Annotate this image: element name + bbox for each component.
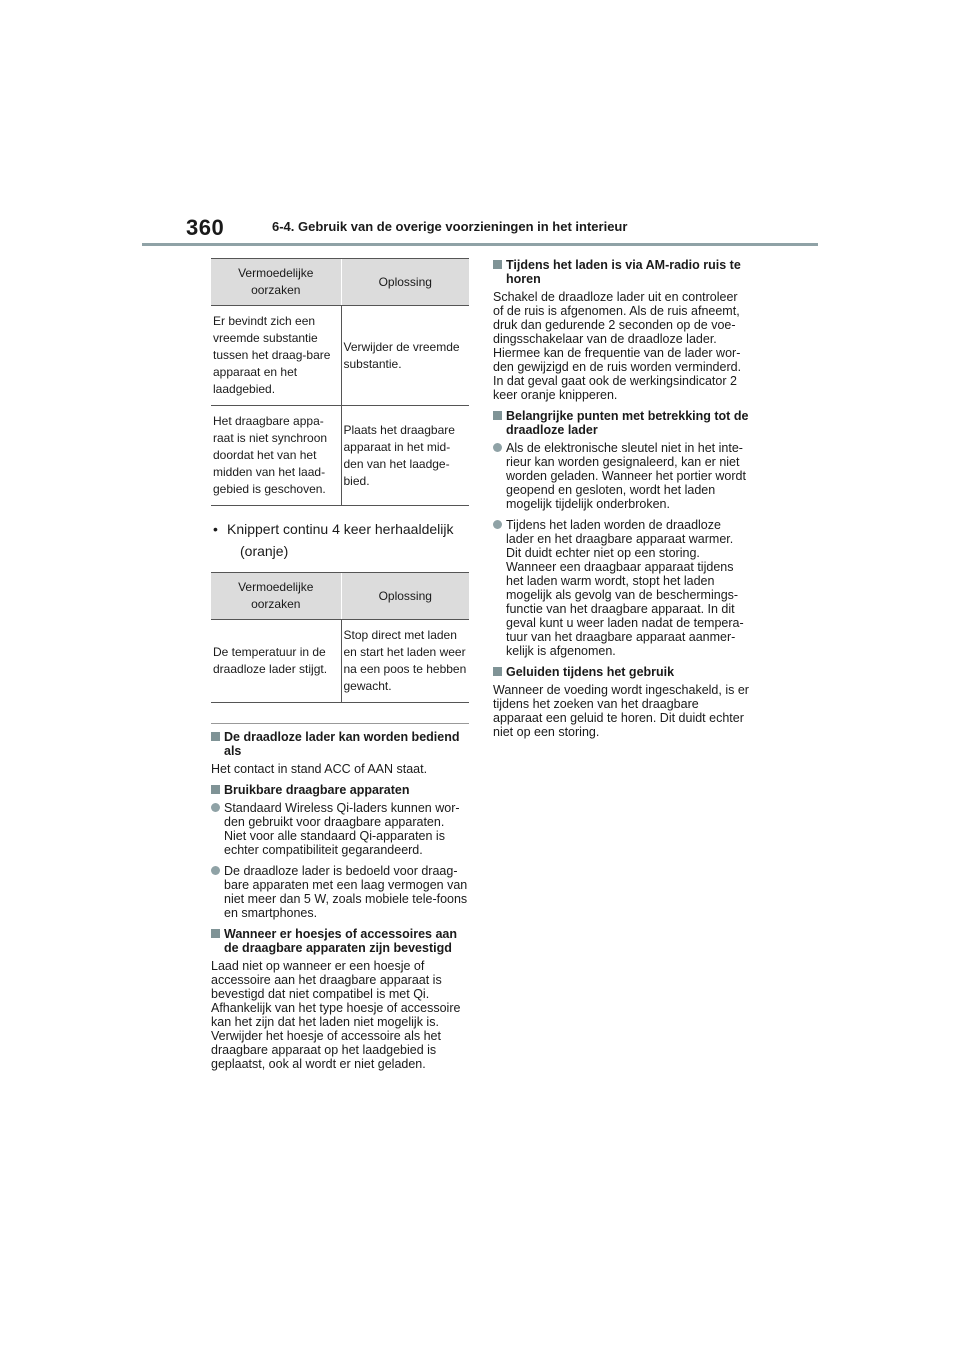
section-heading-text: Wanneer er hoesjes of accessoires aan de draagbare apparaten zijn bevestigd xyxy=(224,927,457,955)
section-heading-text: De draadloze lader kan worden bediend als xyxy=(224,730,460,758)
table-header-row xyxy=(211,573,469,620)
left-column xyxy=(211,258,469,1078)
circle-bullet-icon xyxy=(211,803,220,812)
table-header-row xyxy=(211,259,469,306)
section-heading-text: Tijdens het laden is via AM-radio ruis te horen xyxy=(506,258,741,286)
table-row xyxy=(211,406,469,506)
table-row xyxy=(211,306,469,406)
square-bullet-icon xyxy=(493,260,502,269)
list-item-text: Standaard Wireless Qi-laders kunnen wor-den gebruikt voor draagbare apparaten. Niet voor alle standaard Qi-apparaten is echter compatibiliteit gegarandeerd. xyxy=(224,801,460,857)
circle-bullet-icon xyxy=(211,866,220,875)
list-item-text: Tijdens het laden worden de draadloze lader en het draagbare apparaat warmer. Dit duidt echter niet op een storing. Wanneer een draagbaar apparaat tijdens het laden warm wordt, stopt het laden mogelijk als gevolg van de beschermings-functie van het draagbare apparaat. In dit geval kunt u weer laden nadat de tempera-tuur van het draagbare apparaat aanmer-kelijk is afgenomen. xyxy=(506,518,744,658)
table-cell-cause: Er bevindt zich een vreemde substantie tussen het draag-bare apparaat en het laadgebied. xyxy=(211,306,341,406)
list-item-text: De draadloze lader is bedoeld voor draag-bare apparaten met een laag vermogen van niet meer dan 5 W, zoals mobiele tele-foons en smartphones. xyxy=(224,864,468,920)
square-bullet-icon xyxy=(211,732,220,741)
circle-bullet-icon xyxy=(493,443,502,452)
table-cell-cause: De temperatuur in de draadloze lader stijgt. xyxy=(211,620,341,703)
page-header-title: 6-4. Gebruik van de overige voorzieningen in het interieur xyxy=(272,219,628,234)
cause-solution-table-2 xyxy=(211,572,469,703)
indicator-bullet-line1: Knippert continu 4 keer herhaaldelijk xyxy=(227,521,454,537)
table-cell-cause: Het draagbare appa-raat is niet synchroon doordat het van het midden van het laad-gebied is geschoven. xyxy=(211,406,341,506)
section-heading-text: Bruikbare draagbare apparaten xyxy=(224,783,410,797)
section-text: Wanneer de voeding wordt ingeschakeld, is er tijdens het zoeken van het draagbare apparaat een geluid te horen. Dit duidt echter niet op een storing. xyxy=(493,683,749,739)
table-cell-solution: Plaats het draagbare apparaat in het mid-den van het laadge-bied. xyxy=(341,406,469,506)
section-text: Schakel de draadloze lader uit en controleer of de ruis is afgenomen. Als de ruis afneemt, druk dan gedurende 2 seconden op de voe-dingsschakelaar van de draadloze lader. Hiermee kan de frequentie van de lader wor-den gewijzigd en de ruis worden verminderd. In dat geval gaat ook de werkingsindicator 2 keer oranje knipperen. xyxy=(493,290,742,402)
section-heading xyxy=(211,730,469,758)
list-item xyxy=(211,864,469,920)
square-bullet-icon xyxy=(493,411,502,420)
cause-solution-table-1 xyxy=(211,258,469,506)
table-header-solution: Oplossing xyxy=(341,259,469,306)
list-item xyxy=(493,518,751,658)
section-heading-text: Geluiden tijdens het gebruik xyxy=(506,665,675,679)
table-cell-solution: Stop direct met laden en start het laden weer na een poos te hebben gewacht. xyxy=(341,620,469,703)
table-header-cause: Vermoedelijke oorzaken xyxy=(211,259,341,306)
list-item xyxy=(493,441,751,511)
table-row xyxy=(211,620,469,703)
table-header-solution: Oplossing xyxy=(341,573,469,620)
list-item-text: Als de elektronische sleutel niet in het inte-rieur kan worden gesignaleerd, kan er niet worden geladen. Wanneer het portier wordt geopend en gesloten, wordt het laden mogelijk tijdelijk onderbroken. xyxy=(506,441,746,511)
indicator-bullet-line2: (oranje) xyxy=(240,543,289,559)
square-bullet-icon xyxy=(211,785,220,794)
list-item xyxy=(211,801,469,857)
header-rule xyxy=(142,243,818,246)
section-heading xyxy=(493,665,751,679)
section-heading xyxy=(493,409,751,437)
circle-bullet-icon xyxy=(493,520,502,529)
square-bullet-icon xyxy=(211,929,220,938)
section-heading xyxy=(493,258,751,286)
table-cell-solution: Verwijder de vreemde substantie. xyxy=(341,306,469,406)
section-text: Het contact in stand ACC of AAN staat. xyxy=(211,762,428,776)
page-number: 360 xyxy=(186,215,225,240)
square-bullet-icon xyxy=(493,667,502,676)
section-heading xyxy=(211,783,469,797)
section-heading-text: Belangrijke punten met betrekking tot de draadloze lader xyxy=(506,409,749,437)
section-heading xyxy=(211,927,469,955)
section-divider xyxy=(211,723,469,724)
bullet-dot-icon: • xyxy=(213,521,218,537)
section-text: Laad niet op wanneer er een hoesje of accessoire aan het draagbare apparaat is bevestigd dat niet compatibel is met Qi. Afhankelijk van het type hoesje of accessoire kan het zijn dat het laden niet mogelijk is. Verwijder het hoesje of accessoire als het draagbare apparaat op het laadgebied is geplaatst, ook al wordt er niet geladen. xyxy=(211,959,461,1071)
indicator-bullet xyxy=(211,518,469,562)
table-header-cause: Vermoedelijke oorzaken xyxy=(211,573,341,620)
right-column xyxy=(493,258,751,746)
